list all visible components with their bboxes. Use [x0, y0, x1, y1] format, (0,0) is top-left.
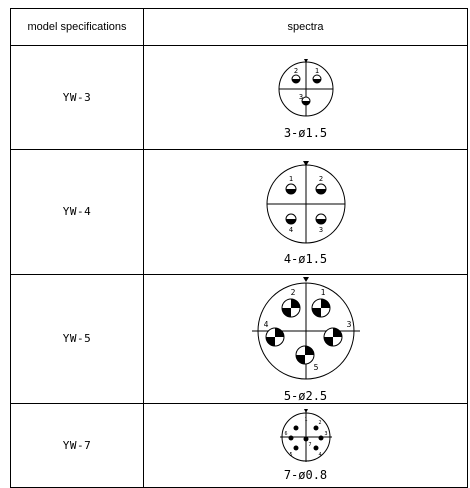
pin-mark	[286, 214, 296, 224]
pin-label: 3	[346, 319, 351, 329]
pin-label: 2	[293, 66, 298, 75]
pin-label: 1	[314, 66, 319, 75]
table-row	[11, 274, 468, 403]
pin-label: 1	[320, 287, 325, 297]
specifications-table	[10, 8, 468, 488]
pin-spec-label: 3-ø1.5	[283, 125, 328, 140]
pin-mark	[312, 299, 330, 317]
pin-spec-label: 4-ø1.5	[283, 251, 328, 266]
pin-label: 2	[318, 174, 323, 183]
pin-label: 2	[290, 287, 295, 297]
model-cell: YW-3	[11, 46, 144, 150]
table-row	[11, 403, 468, 487]
pin-mark	[296, 346, 314, 364]
pin-label: 4	[317, 452, 322, 459]
pin-spec-label: 5-ø2.5	[283, 388, 328, 403]
pin-label: 4	[263, 319, 268, 329]
pin-mark	[324, 328, 342, 346]
pin-mark	[288, 436, 293, 441]
pin-label: 2	[317, 420, 322, 427]
pin-label: 1	[303, 417, 308, 424]
header-row	[11, 9, 468, 46]
pin-mark	[316, 214, 326, 224]
pin-mark	[293, 426, 298, 431]
header-model: model specifications	[11, 9, 144, 46]
spectra-cell	[144, 403, 468, 487]
table-row	[11, 150, 468, 274]
pin-label: 3	[298, 92, 303, 101]
pin-mark	[266, 328, 284, 346]
connector-3pin-diagram	[271, 56, 341, 122]
pin-label: 7	[307, 442, 312, 449]
model-cell: YW-7	[11, 403, 144, 487]
pin-mark	[313, 75, 321, 83]
connector-5pin-diagram	[250, 275, 362, 385]
pin-mark	[293, 446, 298, 451]
header-spectra: spectra	[144, 9, 468, 46]
pin-mark	[316, 184, 326, 194]
pin-mark	[313, 446, 318, 451]
pin-label: 3	[323, 431, 328, 438]
pin-label: 1	[288, 174, 293, 183]
connector-4pin-diagram	[258, 158, 354, 248]
spectra-cell	[144, 150, 468, 274]
pin-mark	[313, 426, 318, 431]
pin-label: 5	[288, 452, 293, 459]
pin-mark	[282, 299, 300, 317]
pin-mark	[292, 75, 300, 83]
pin-mark	[318, 436, 323, 441]
table-row	[11, 46, 468, 150]
spectra-cell	[144, 46, 468, 150]
pin-label: 4	[288, 225, 293, 234]
pin-label: 6	[283, 431, 288, 438]
connector-7pin-diagram	[276, 408, 336, 464]
pin-spec-label: 7-ø0.8	[283, 468, 328, 483]
model-cell: YW-4	[11, 150, 144, 274]
pin-label: 3	[318, 225, 323, 234]
spectra-cell	[144, 274, 468, 403]
model-cell: YW-5	[11, 274, 144, 403]
pin-mark	[303, 437, 308, 442]
pin-label: 5	[313, 362, 318, 372]
pin-mark	[302, 97, 310, 105]
pin-mark	[286, 184, 296, 194]
